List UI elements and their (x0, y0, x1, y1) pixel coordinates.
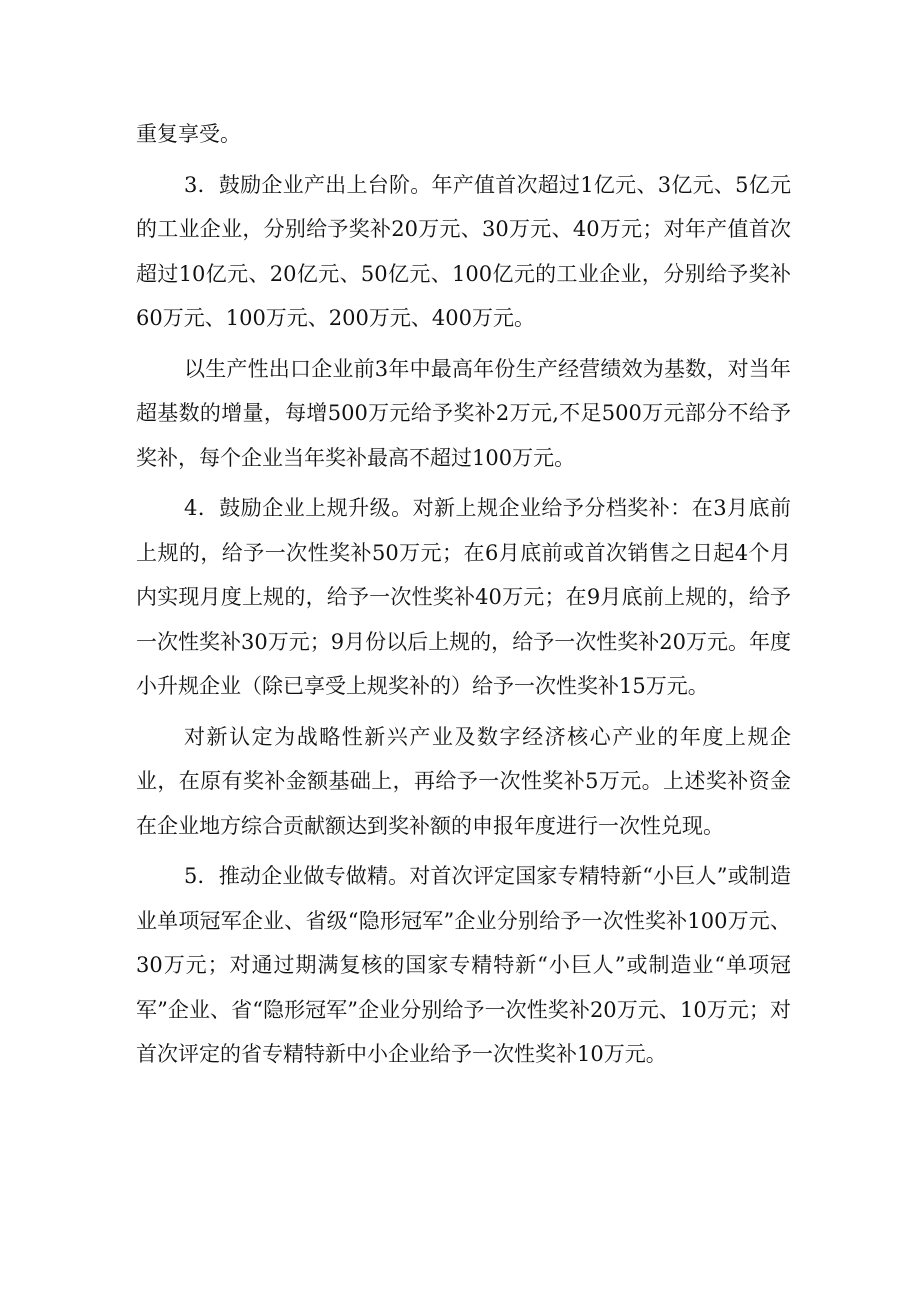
paragraph-item-5: 5．推动企业做专做精。对首次评定国家专精特新“小巨人”或制造业单项冠军企业、省级“隐形冠军”企业分别给予一次性奖补100万元、30万元；对通过期满复核的国家专精特新“小巨人”或制造业“单项冠军”企业、省“隐形冠军”企业分别给予一次性奖补20万元、10万元；对首次评定的省专精特新中小企业给予一次性奖补10万元。 (136, 864, 791, 1066)
paragraph-item-3: 3．鼓励企业产出上台阶。年产值首次超过1亿元、3亿元、5亿元的工业企业，分别给予奖补20万元、30万元、40万元；对年产值首次超过10亿元、20亿元、50亿元、100亿元的工业企业，分别给予奖补60万元、100万元、200万元、400万元。 (136, 172, 791, 330)
paragraph-strategic-industry: 对新认定为战略性新兴产业及数字经济核心产业的年度上规企业，在原有奖补金额基础上，再给予一次性奖补5万元。上述奖补资金在企业地方综合贡献额达到奖补额的申报年度进行一次性兑现。 (136, 724, 791, 838)
document-body (136, 112, 791, 1083)
paragraph-continuation: 重复享受。 (136, 122, 241, 146)
paragraph-item-4: 4．鼓励企业上规升级。对新上规企业给予分档奖补：在3月底前上规的，给予一次性奖补50万元；在6月底前或首次销售之日起4个月内实现月度上规的，给予一次性奖补40万元；在9月底前上规的，给予一次性奖补30万元；9月份以后上规的，给予一次性奖补20万元。年度小升规企业（除已享受上规奖补的）给予一次性奖补15万元。 (136, 496, 791, 698)
paragraph-export-enterprise: 以生产性出口企业前3年中最高年份生产经营绩效为基数，对当年超基数的增量，每增500万元给予奖补2万元,不足500万元部分不给予奖补，每个企业当年奖补最高不超过100万元。 (136, 356, 791, 470)
